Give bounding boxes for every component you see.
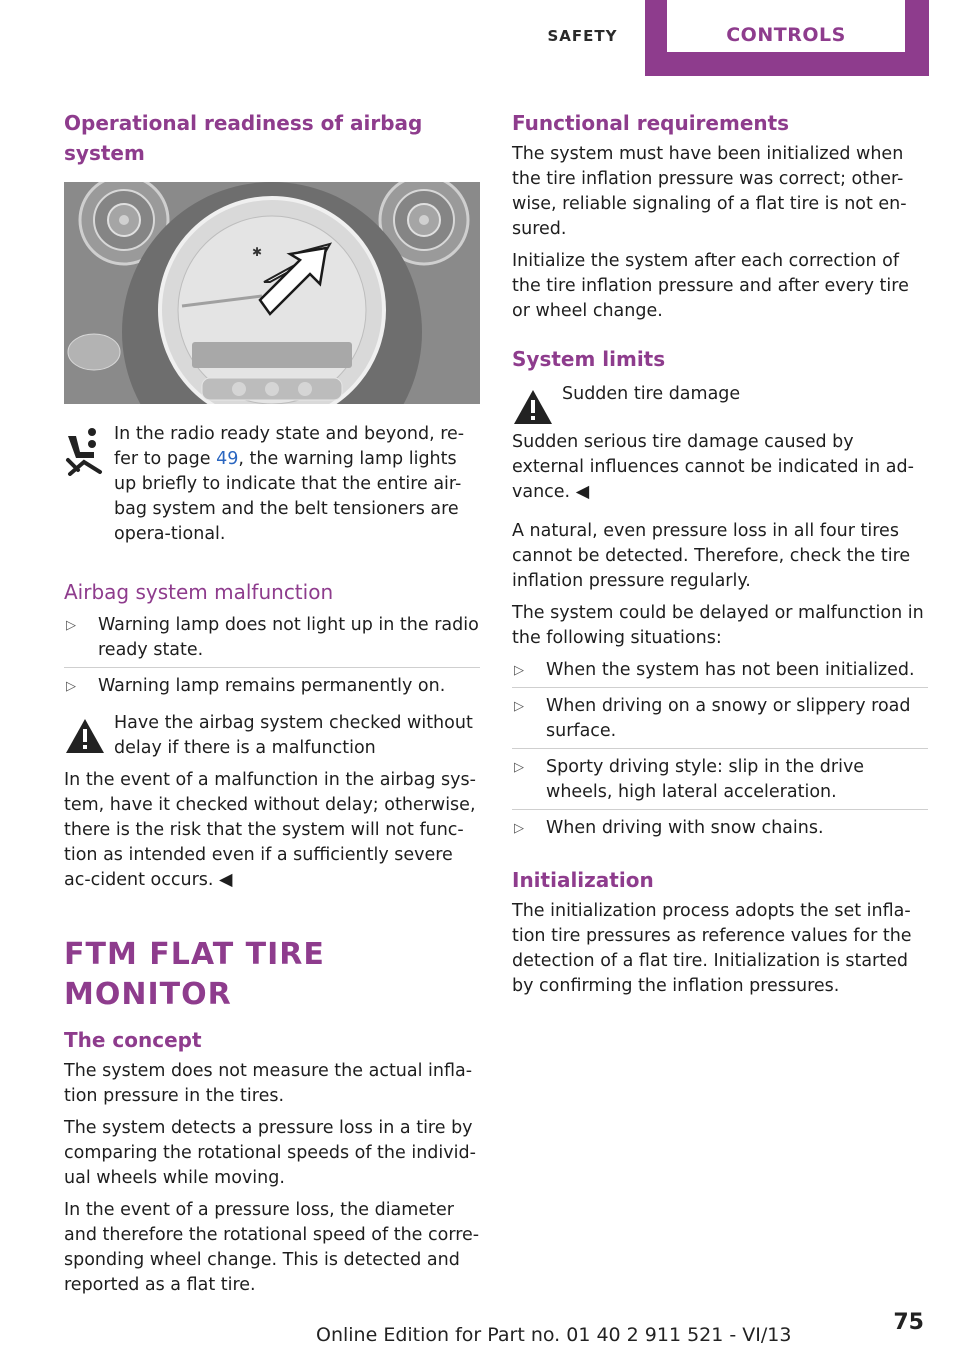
- list-item: ▷ Warning lamp remains permanently on.: [64, 674, 480, 703]
- list-item: ▷ When driving on a snowy or slippery road surface.: [512, 694, 928, 749]
- heading-ftm: FTM FLAT TIRE MONITOR: [64, 937, 325, 1012]
- malfunction-bullet-list: [64, 613, 480, 703]
- concept-paragraph-2: The system detects a pressure loss in a tire by comparing the rotational speeds of the individ-ual wheels while moving.: [64, 1118, 476, 1188]
- initialization-paragraph: The initialization process adopts the set infla-tion tire pressures as reference values for the detection of a flat tire. Initialization is started by confirming the inflation pressures.: [512, 901, 912, 996]
- list-item: ▷ Warning lamp does not light up in the radio ready state.: [64, 613, 480, 668]
- list-item: ▷ When the system has not been initialized.: [512, 658, 928, 688]
- page-49-link[interactable]: 49: [216, 449, 239, 469]
- header-tabs: [520, 0, 930, 76]
- heading-initialization: Initialization: [512, 868, 654, 892]
- warning-triangle-icon: [512, 388, 554, 426]
- readiness-text-1: In the radio ready state and beyond, re-fer to page: [114, 424, 465, 469]
- list-item: ▷ When driving with snow chains.: [512, 816, 928, 845]
- triangle-bullet-icon: ▷: [514, 699, 524, 714]
- triangle-bullet-icon: ▷: [66, 618, 76, 633]
- list-item: ▷ Sporty driving style: slip in the drive wheels, high lateral acceleration.: [512, 755, 928, 810]
- functional-paragraph-1: The system must have been initialized when the tire inflation pressure was correct; other-wise, reliable signaling of a flat tire is not en-sured.: [512, 144, 907, 239]
- heading-functional: Functional requirements: [512, 111, 790, 135]
- instrument-cluster-illustration: [64, 182, 480, 404]
- right-column: [512, 108, 928, 1006]
- page-number: 75: [893, 1310, 924, 1335]
- warning-text: In the event of a malfunction in the airbag sys-tem, have it checked without delay; otherwise, there is the risk that the system will not func-tion as intended even if a sufficiently severe ac-cident occurs.: [64, 770, 476, 890]
- heading-limits: System limits: [512, 347, 666, 371]
- tab-safety[interactable]: SAFETY: [547, 27, 618, 45]
- limits-paragraph-1: A natural, even pressure loss in all four tires cannot be detected. Therefore, check the tire inflation pressure regularly.: [512, 521, 911, 591]
- triangle-bullet-icon: ▷: [66, 679, 76, 694]
- functional-paragraph-2: Initialize the system after each correction of the tire inflation pressure and after every tire or wheel change.: [512, 251, 909, 321]
- end-mark: ◀: [575, 482, 590, 502]
- airbag-warning-note: [64, 711, 480, 761]
- limits-paragraph-2: The system could be delayed or malfunction in the following situations:: [512, 603, 924, 648]
- warning-text: Sudden serious tire damage caused by external influences cannot be indicated in ad-vance.: [512, 432, 914, 502]
- left-column: [64, 108, 480, 1305]
- readiness-paragraph: [64, 422, 480, 547]
- edition-text: Online Edition for Part no. 01 40 2 911 521 - VI/13: [316, 1324, 792, 1346]
- airbag-warning-icon: [64, 426, 104, 476]
- triangle-bullet-icon: ▷: [514, 760, 524, 775]
- tire-warning-note: [512, 382, 928, 430]
- tab-controls[interactable]: [645, 0, 929, 76]
- triangle-bullet-icon: ▷: [514, 663, 524, 678]
- page-footer: [0, 1310, 960, 1356]
- heading-malfunction: Airbag system malfunction: [64, 580, 334, 604]
- heading-concept: The concept: [64, 1028, 202, 1052]
- warning-title: Have the airbag system checked without delay if there is a malfunction: [114, 713, 473, 758]
- concept-paragraph-1: The system does not measure the actual infla-tion pressure in the tires.: [64, 1061, 473, 1106]
- svg-text:✱: ✱: [252, 245, 263, 259]
- warning-triangle-icon: [64, 717, 106, 755]
- tab-controls-label: CONTROLS: [667, 0, 905, 52]
- heading-readiness: Operational readiness of airbag system: [64, 111, 423, 165]
- readiness-text-2: , the warning lamp lights up briefly to indicate that the entire air-bag system and the belt tensioners are opera-tional.: [114, 449, 462, 544]
- warning-title: Sudden tire damage: [562, 384, 741, 404]
- limits-bullet-list: [512, 658, 928, 845]
- instrument-cluster-figure: [64, 182, 480, 404]
- triangle-bullet-icon: ▷: [514, 821, 524, 836]
- concept-paragraph-3: In the event of a pressure loss, the diameter and therefore the rotational speed of the corre-sponding wheel change. This is detected and reported as a flat tire.: [64, 1200, 480, 1295]
- end-mark: ◀: [219, 870, 233, 890]
